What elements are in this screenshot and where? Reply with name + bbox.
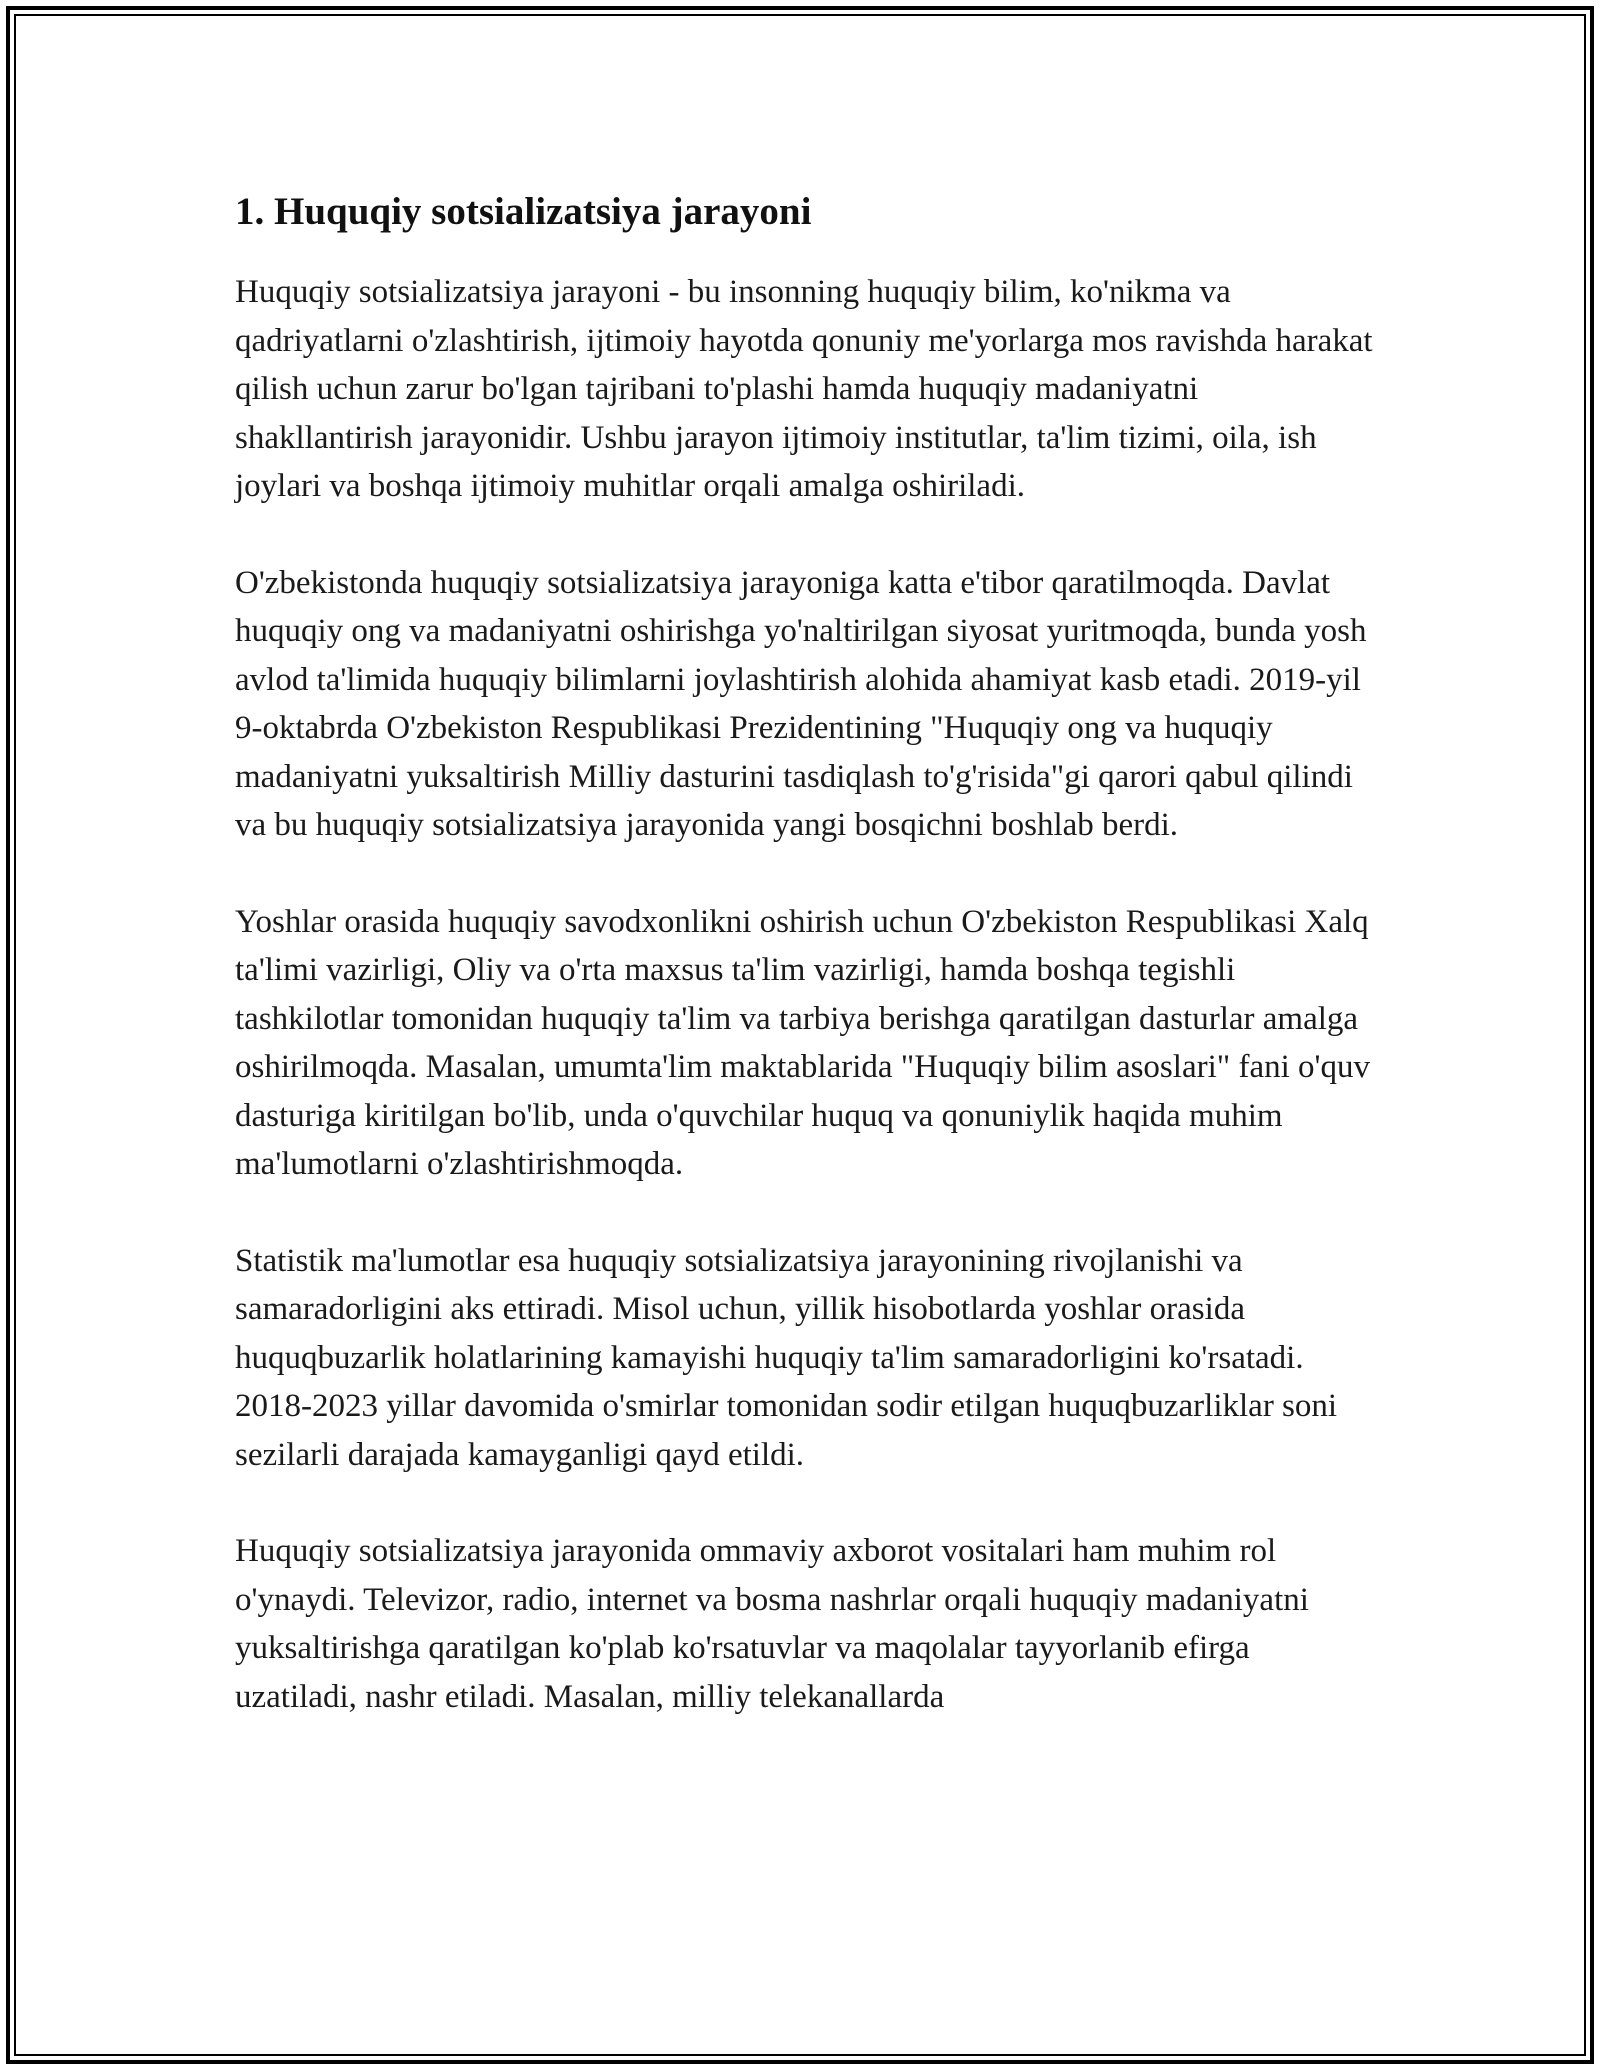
document-body bbox=[235, 186, 1375, 1769]
paragraph-uzbekistan-policy: O'zbekistonda huquqiy sotsializatsiya jarayoniga katta e'tibor qaratilmoqda. Davlat huquqiy ong va madaniyatni oshirishga yo'naltirilgan siyosat yuritmoqda, bunda yosh avlod ta'limida huquqiy bilimlarni joylashtirish alohida ahamiyat kasb etadi. 2019-yil 9-oktabrda O'zbekiston Respublikasi Prezidentining "Huquqiy ong va huquqiy madaniyatni yuksaltirish Milliy dasturini tasdiqlash to'g'risida"gi qarori qabul qilindi va bu huquqiy sotsializatsiya jarayonida yangi bosqichni boshlab berdi. bbox=[235, 564, 1367, 843]
section-heading: 1. Huquqiy sotsializatsiya jarayoni bbox=[235, 190, 812, 233]
paragraph-definition: Huquqiy sotsializatsiya jarayoni - bu insonning huquqiy bilim, ko'nikma va qadriyatlarni o'zlashtirish, ijtimoiy hayotda qonuniy me'yorlarga mos ravishda harakat qilish uchun zarur bo'lgan tajribani to'plashi hamda huquqiy madaniyatni shakllantirish jarayonidir. Ushbu jarayon ijtimoiy institutlar, ta'lim tizimi, oila, ish joylari va boshqa ijtimoiy muhitlar orqali amalga oshiriladi. bbox=[235, 274, 1373, 504]
paragraph-statistics: Statistik ma'lumotlar esa huquqiy sotsializatsiya jarayonining rivojlanishi va samaradorligini aks ettiradi. Misol uchun, yillik hisobotlarda yoshlar orasida huquqbuzarlik holatlarining kamayishi huquqiy ta'lim samaradorligini ko'rsatadi. 2018-2023 yillar davomida o'smirlar tomonidan sodir etilgan huquqbuzarliklar soni sezilarli darajada kamayganligi qayd etildi. bbox=[235, 1242, 1338, 1473]
paragraph-mass-media: Huquqiy sotsializatsiya jarayonida ommaviy axborot vositalari ham muhim rol o'ynaydi. Televizor, radio, internet va bosma nashrlar orqali huquqiy madaniyatni yuksaltirishga qaratilgan ko'plab ko'rsatuvlar va maqolalar tayyorlanib efirga uzatiladi, nashr etiladi. Masalan, milliy telekanallarda bbox=[235, 1533, 1309, 1715]
paragraph-youth-education: Yoshlar orasida huquqiy savodxonlikni oshirish uchun O'zbekiston Respublikasi Xalq ta'limi vazirligi, Oliy va o'rta maxsus ta'lim vazirligi, hamda boshqa tegishli tashkilotlar tomonidan huquqiy ta'lim va tarbiya berishga qaratilgan dasturlar amalga oshirilmoqda. Masalan, umumta'lim maktablarida "Huquqiy bilim asoslari" fani o'quv dasturiga kiritilgan bo'lib, unda o'quvchilar huquq va qonuniylik haqida muhim ma'lumotlarni o'zlashtirishmoqda. bbox=[235, 903, 1370, 1182]
